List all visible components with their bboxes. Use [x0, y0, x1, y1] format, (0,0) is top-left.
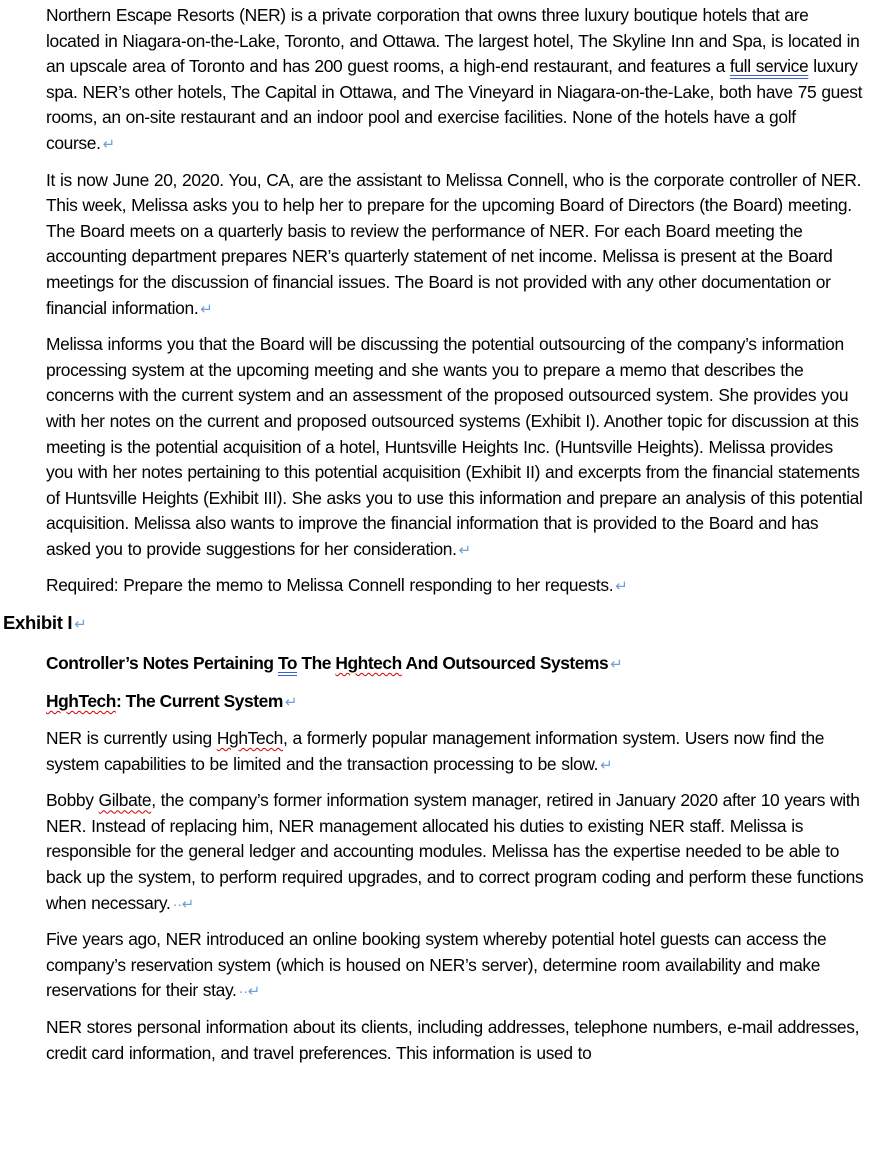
spelling-flag-hghtech[interactable]: Hghtech	[335, 653, 402, 674]
exhibit-paragraph-3	[0, 927, 888, 1005]
paragraph-mark-icon: ↵	[74, 616, 87, 634]
subtitle-text-c: And Outsourced Systems	[401, 653, 609, 674]
exhibit-text-2a: Bobby	[46, 790, 99, 811]
exhibit-text-4: NER stores personal information about its clients, including addresses, telephone numbers, e-mail addresses, credit card information, and travel preferences. This information is used to	[46, 1017, 860, 1063]
paragraph-mark-icon: ↵	[458, 541, 471, 559]
spelling-flag-hghtech-heading[interactable]: HghTech	[46, 691, 116, 712]
exhibit-paragraph-4	[0, 1015, 888, 1066]
paragraph-mark-icon: ↵	[284, 694, 297, 712]
intro-paragraph-3	[0, 332, 888, 563]
exhibit-subtitle	[0, 650, 888, 678]
exhibit-text-1b: , a formerly popular management information system. Users now find the system capabilities to be limited and the transaction processing to be slow.	[46, 728, 825, 774]
section-heading-current-system	[0, 688, 888, 716]
paragraph-mark-icon: ↵	[610, 656, 623, 674]
intro-text-3: Melissa informs you that the Board will be discussing the potential outsourcing of the company’s information processing system at the upcoming meeting and she wants you to prepare a memo that describes the concerns with the current system and an assessment of the proposed outsourced system. She provides you with her notes on the current and proposed outsourced systems (Exhibit I). Another topic for discussion at this meeting is the potential acquisition of a hotel, Huntsville Heights Inc. (Huntsville Heights). Melissa provides you with her notes pertaining to this potential acquisition (Exhibit II) and excerpts from the financial statements of Huntsville Heights (Exhibit III). She asks you to use this information and prepare an analysis of this potential acquisition. Melissa also wants to improve the financial information that is provided to the Board and has asked you to provide suggestions for her consideration.	[46, 334, 863, 559]
spelling-flag-gilbate[interactable]: Gilbate	[98, 790, 152, 811]
intro-text-1c: luxury spa. NER’s other hotels, The Capital in Ottawa, and The Vineyard in Niagara-on-the-Lake, both have 75 guest rooms, an on-site restaurant and an indoor pool and exercise facilities. None of the hotels have a golf course.	[46, 56, 863, 153]
paragraph-mark-icon: ↵	[102, 135, 115, 153]
intro-text-1a: Northern Escape Resorts (NER) is a private corporation that owns three luxury boutique hotels that are located in Niagara-on-the-Lake, Toronto, and Ottawa. The largest hotel, The Skyline Inn and Spa, is located in an upscale area of Toronto and has 200 guest rooms, a high-end restaurant, and features a	[46, 5, 860, 77]
intro-text-2: It is now June 20, 2020. You, CA, are the assistant to Melissa Connell, who is the corporate controller of NER. This week, Melissa asks you to help her to prepare for the upcoming Board of Directors (the Board) meeting. The Board meets on a quarterly basis to review the performance of NER. For each Board meeting the accounting department prepares NER’s quarterly statement of net income. Melissa is present at the Board meetings for the discussion of financial issues. The Board is not provided with any other documentation or financial information.	[46, 169, 862, 318]
section-heading-text: : The Current System	[115, 691, 283, 712]
paragraph-mark-icon: ↵	[200, 300, 213, 318]
paragraph-mark-icon: ↵	[615, 578, 628, 596]
paragraph-mark-icon: ↵	[600, 756, 613, 774]
paragraph-mark-icon: ··↵	[238, 983, 260, 1001]
required-paragraph	[0, 573, 888, 600]
intro-paragraph-2	[0, 168, 888, 323]
exhibit-paragraph-1	[0, 726, 888, 778]
subtitle-text-a: Controller’s Notes Pertaining	[46, 653, 278, 674]
exhibit-title-text: Exhibit I	[3, 612, 73, 634]
spelling-flag-hghtech-body[interactable]: HghTech	[216, 728, 283, 749]
grammar-flag-to[interactable]: To	[277, 653, 298, 674]
exhibit-text-3: Five years ago, NER introduced an online booking system whereby potential hotel guests can access the company’s reservation system (which is housed on NER’s server), determine room availability and make reservations for their stay.	[46, 929, 827, 1001]
exhibit-text-2b: , the company’s former information system manager, retired in January 2020 after 10 years with NER. Instead of replacing him, NER management allocated his duties to existing NER staff. Melissa is responsible for the general ledger and accounting modules. Melissa has the expertise needed to be able to back up the system, to perform required upgrades, and to correct program coding and perform these functions when necessary.	[46, 790, 864, 913]
grammar-flag-full-service[interactable]: full service	[729, 56, 809, 77]
exhibit-paragraph-2	[0, 788, 888, 917]
exhibit-title	[0, 610, 888, 638]
required-text: Required: Prepare the memo to Melissa Connell responding to her requests.	[46, 575, 614, 596]
intro-paragraph-1	[0, 3, 888, 158]
paragraph-mark-icon: ··↵	[172, 895, 194, 913]
exhibit-text-1a: NER is currently using	[46, 728, 217, 749]
subtitle-text-b: The	[297, 653, 336, 674]
